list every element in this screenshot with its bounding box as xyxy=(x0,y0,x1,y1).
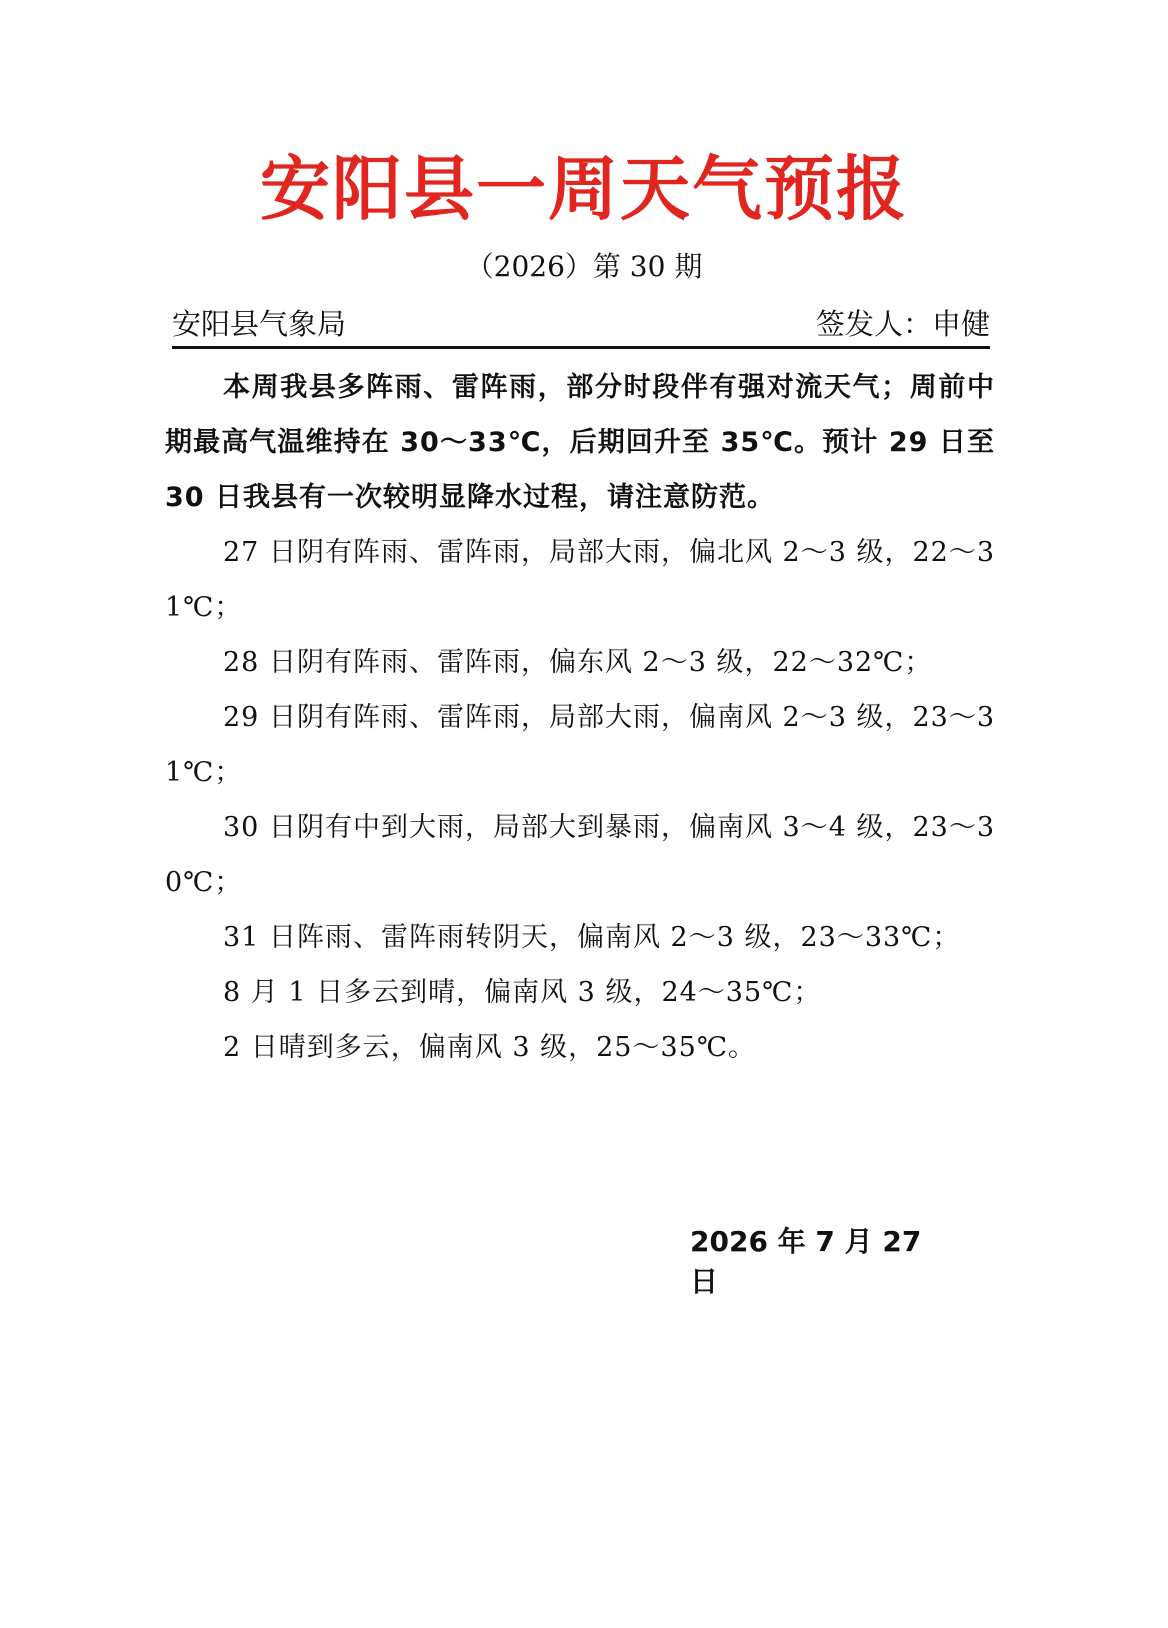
document-title: 安阳县一周天气预报 xyxy=(260,148,908,230)
forecast-day-30: 30 日阴有中到大雨，局部大到暴雨，偏南风 3～4 级，23～30℃； xyxy=(165,812,995,898)
issuer-name: 安阳县气象局 xyxy=(172,307,347,341)
signer-name: 签发人：申健 xyxy=(815,307,990,341)
forecast-day-29: 29 日阴有阵雨、雷阵雨，局部大雨，偏南风 2～3 级，23～31℃； xyxy=(165,702,995,788)
forecast-day-aug-1: 8 月 1 日多云到晴，偏南风 3 级，24～35℃； xyxy=(223,977,822,1008)
forecast-day-aug-2: 2 日晴到多云，偏南风 3 级，25～35℃。 xyxy=(223,1032,757,1063)
header-row xyxy=(172,304,990,349)
forecast-day-27: 27 日阴有阵雨、雷阵雨，局部大雨，偏北风 2～3 级，22～31℃； xyxy=(165,537,995,623)
summary-paragraph: 本周我县多阵雨、雷阵雨，部分时段伴有强对流天气；周前中期最高气温维持在 30～33℃，后期回升至 35℃。预计 29 日至 30 日我县有一次较明显降水过程，请注意防范。 xyxy=(165,372,995,513)
forecast-day-28: 28 日阴有阵雨、雷阵雨，偏东风 2～3 级，22～32℃； xyxy=(223,647,933,678)
forecast-day-31: 31 日阵雨、雷阵雨转阴天，偏南风 2～3 级，23～33℃； xyxy=(223,922,961,953)
document-body xyxy=(165,360,995,1075)
issue-date: 2026 年 7 月 27 日 xyxy=(690,1225,922,1298)
issue-number: （2026）第 30 期 xyxy=(465,250,703,283)
